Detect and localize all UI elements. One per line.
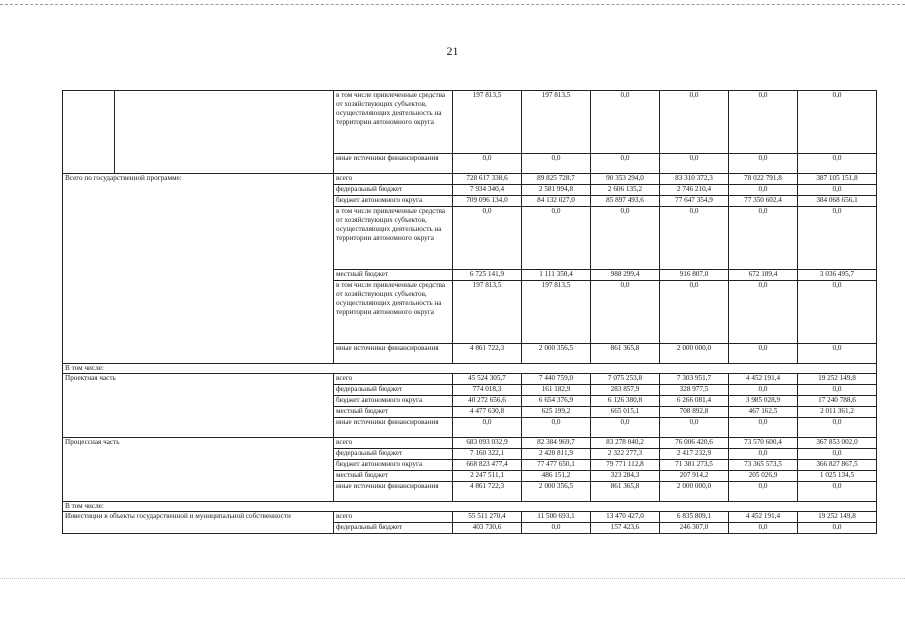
value-cell: 0,0: [798, 207, 877, 270]
value-cell: 283 857,9: [591, 384, 660, 395]
source-cell: бюджет автономного округа: [334, 395, 453, 406]
source-cell: иные источники финансирования: [334, 417, 453, 437]
value-cell: 82 384 969,7: [522, 437, 591, 448]
value-cell: 0,0: [729, 185, 798, 196]
value-cell: 4 861 722,3: [453, 481, 522, 501]
section-row: [63, 501, 877, 511]
value-cell: 0,0: [522, 522, 591, 533]
source-cell: иные источники финансирования: [334, 481, 453, 501]
value-cell: 0,0: [729, 91, 798, 154]
value-cell: 40 272 656,6: [453, 395, 522, 406]
investment-label: Инвестиции в объекты государственной и муниципальной собственности: [63, 511, 334, 533]
process-label: Процессная часть: [63, 437, 334, 501]
value-cell: 709 096 134,0: [453, 196, 522, 207]
value-cell: 0,0: [453, 154, 522, 174]
value-cell: 366 827 867,5: [798, 459, 877, 470]
source-cell: местный бюджет: [334, 270, 453, 281]
value-cell: 6 266 081,4: [660, 395, 729, 406]
value-cell: 13 470 427,0: [591, 511, 660, 522]
value-cell: 84 132 027,0: [522, 196, 591, 207]
value-cell: 323 284,3: [591, 470, 660, 481]
empty-cell: [115, 91, 334, 174]
value-cell: 0,0: [522, 154, 591, 174]
value-cell: 861 365,8: [591, 344, 660, 364]
value-cell: 0,0: [798, 344, 877, 364]
value-cell: 207 914,2: [660, 470, 729, 481]
value-cell: 89 825 728,7: [522, 174, 591, 185]
value-cell: 728 617 338,6: [453, 174, 522, 185]
value-cell: 4 452 191,4: [729, 511, 798, 522]
source-cell: федеральный бюджет: [334, 185, 453, 196]
empty-cell: [63, 91, 115, 174]
value-cell: 0,0: [729, 384, 798, 395]
scan-bottom-edge: [0, 578, 905, 579]
value-cell: 2 581 994,8: [522, 185, 591, 196]
value-cell: 2 417 232,9: [660, 448, 729, 459]
value-cell: 6 126 380,8: [591, 395, 660, 406]
value-cell: 0,0: [729, 344, 798, 364]
value-cell: 0,0: [660, 417, 729, 437]
value-cell: 665 015,1: [591, 406, 660, 417]
value-cell: 19 252 149,8: [798, 373, 877, 384]
value-cell: 77 477 650,1: [522, 459, 591, 470]
value-cell: 774 018,3: [453, 384, 522, 395]
source-cell: местный бюджет: [334, 406, 453, 417]
value-cell: 0,0: [729, 207, 798, 270]
value-cell: 83 310 372,3: [660, 174, 729, 185]
source-cell: федеральный бюджет: [334, 448, 453, 459]
value-cell: 17 240 788,6: [798, 395, 877, 406]
value-cell: 246 307,0: [660, 522, 729, 533]
value-cell: 387 105 151,8: [798, 174, 877, 185]
value-cell: 0,0: [798, 384, 877, 395]
value-cell: 0,0: [591, 154, 660, 174]
value-cell: 0,0: [729, 481, 798, 501]
value-cell: 73 365 573,5: [729, 459, 798, 470]
value-cell: 6 835 809,1: [660, 511, 729, 522]
table-row: [63, 91, 877, 154]
value-cell: 7 440 759,0: [522, 373, 591, 384]
value-cell: 0,0: [660, 91, 729, 154]
value-cell: 19 252 149,8: [798, 511, 877, 522]
value-cell: 0,0: [453, 417, 522, 437]
value-cell: 77 647 354,9: [660, 196, 729, 207]
value-cell: 197 813,5: [522, 281, 591, 344]
value-cell: 0,0: [729, 448, 798, 459]
source-cell: в том числе привлеченные средства от хозяйствующих субъектов, осуществляющих деятельность на территории автономного округа: [334, 281, 453, 344]
source-cell: в том числе привлеченные средства от хозяйствующих субъектов, осуществляющих деятельность на территории автономного округа: [334, 207, 453, 270]
value-cell: 367 853 002,0: [798, 437, 877, 448]
source-cell: всего: [334, 174, 453, 185]
project-label: Проектная часть: [63, 373, 334, 437]
table-row: [63, 437, 877, 448]
value-cell: 0,0: [729, 281, 798, 344]
value-cell: 328 977,5: [660, 384, 729, 395]
value-cell: 0,0: [591, 417, 660, 437]
budget-table: [62, 90, 877, 534]
value-cell: 0,0: [798, 522, 877, 533]
value-cell: 0,0: [660, 154, 729, 174]
value-cell: 486 151,2: [522, 470, 591, 481]
source-cell: федеральный бюджет: [334, 522, 453, 533]
value-cell: 2 000 356,5: [522, 344, 591, 364]
value-cell: 83 278 040,2: [591, 437, 660, 448]
source-cell: всего: [334, 373, 453, 384]
value-cell: 3 985 028,9: [729, 395, 798, 406]
value-cell: 6 725 141,9: [453, 270, 522, 281]
value-cell: 0,0: [591, 91, 660, 154]
value-cell: 79 771 112,8: [591, 459, 660, 470]
value-cell: 7 303 951,7: [660, 373, 729, 384]
value-cell: 988 299,4: [591, 270, 660, 281]
value-cell: 4 477 630,8: [453, 406, 522, 417]
source-cell: федеральный бюджет: [334, 384, 453, 395]
value-cell: 7 160 322,1: [453, 448, 522, 459]
table-row: [63, 511, 877, 522]
value-cell: 73 570 600,4: [729, 437, 798, 448]
value-cell: 0,0: [522, 417, 591, 437]
value-cell: 2 746 210,4: [660, 185, 729, 196]
value-cell: 625 199,2: [522, 406, 591, 417]
value-cell: 1 111 350,4: [522, 270, 591, 281]
value-cell: 4 861 722,3: [453, 344, 522, 364]
value-cell: 6 654 376,9: [522, 395, 591, 406]
value-cell: 0,0: [660, 207, 729, 270]
scan-top-edge: [0, 4, 905, 5]
value-cell: 205 026,9: [729, 470, 798, 481]
source-cell: местный бюджет: [334, 470, 453, 481]
value-cell: 0,0: [453, 207, 522, 270]
table-body: [63, 91, 877, 534]
value-cell: 161 182,9: [522, 384, 591, 395]
value-cell: 0,0: [591, 207, 660, 270]
source-cell: в том числе привлеченные средства от хозяйствующих субъектов, осуществляющих деятельность на территории автономного округа: [334, 91, 453, 154]
value-cell: 45 524 305,7: [453, 373, 522, 384]
value-cell: 78 022 791,8: [729, 174, 798, 185]
value-cell: 0,0: [522, 207, 591, 270]
section-row-cell: В том числе:: [63, 501, 877, 511]
value-cell: 708 892,8: [660, 406, 729, 417]
value-cell: 0,0: [798, 185, 877, 196]
source-cell: бюджет автономного округа: [334, 196, 453, 207]
source-cell: всего: [334, 511, 453, 522]
table-row: [63, 373, 877, 384]
value-cell: 55 511 270,4: [453, 511, 522, 522]
value-cell: 0,0: [798, 417, 877, 437]
value-cell: 197 813,5: [522, 91, 591, 154]
value-cell: 668 823 477,4: [453, 459, 522, 470]
value-cell: 90 353 294,0: [591, 174, 660, 185]
value-cell: 2 606 135,2: [591, 185, 660, 196]
value-cell: 2 420 811,9: [522, 448, 591, 459]
value-cell: 2 247 511,1: [453, 470, 522, 481]
section-row: [63, 364, 877, 374]
source-cell: бюджет автономного округа: [334, 459, 453, 470]
value-cell: 157 423,6: [591, 522, 660, 533]
value-cell: 0,0: [729, 417, 798, 437]
value-cell: 0,0: [660, 281, 729, 344]
value-cell: 7 934 340,4: [453, 185, 522, 196]
value-cell: 0,0: [591, 281, 660, 344]
page-number: 21: [446, 44, 459, 58]
table-row: [63, 174, 877, 185]
value-cell: 0,0: [798, 91, 877, 154]
source-cell: иные источники финансирования: [334, 154, 453, 174]
value-cell: 71 381 273,5: [660, 459, 729, 470]
value-cell: 85 897 493,6: [591, 196, 660, 207]
value-cell: 2 000 000,0: [660, 481, 729, 501]
value-cell: 0,0: [798, 481, 877, 501]
value-cell: 2 322 277,3: [591, 448, 660, 459]
value-cell: 2 011 361,2: [798, 406, 877, 417]
value-cell: 467 162,5: [729, 406, 798, 417]
total-label: Всего по государственной программе:: [63, 174, 334, 364]
value-cell: 861 365,8: [591, 481, 660, 501]
value-cell: 683 093 032,9: [453, 437, 522, 448]
value-cell: 197 813,5: [453, 281, 522, 344]
source-cell: всего: [334, 437, 453, 448]
value-cell: 2 000 000,0: [660, 344, 729, 364]
value-cell: 0,0: [729, 522, 798, 533]
value-cell: 3 036 495,7: [798, 270, 877, 281]
value-cell: 2 000 356,5: [522, 481, 591, 501]
value-cell: 7 075 253,8: [591, 373, 660, 384]
value-cell: 11 500 693,1: [522, 511, 591, 522]
value-cell: 197 813,5: [453, 91, 522, 154]
section-row-cell: В том числе:: [63, 364, 877, 374]
value-cell: 0,0: [729, 154, 798, 174]
value-cell: 4 452 191,4: [729, 373, 798, 384]
value-cell: 0,0: [798, 281, 877, 344]
value-cell: 76 006 420,6: [660, 437, 729, 448]
value-cell: 0,0: [798, 448, 877, 459]
value-cell: 384 068 656,1: [798, 196, 877, 207]
value-cell: 916 807,0: [660, 270, 729, 281]
source-cell: иные источники финансирования: [334, 344, 453, 364]
value-cell: 0,0: [798, 154, 877, 174]
value-cell: 672 189,4: [729, 270, 798, 281]
value-cell: 77 350 602,4: [729, 196, 798, 207]
value-cell: 1 025 134,5: [798, 470, 877, 481]
value-cell: 403 730,6: [453, 522, 522, 533]
